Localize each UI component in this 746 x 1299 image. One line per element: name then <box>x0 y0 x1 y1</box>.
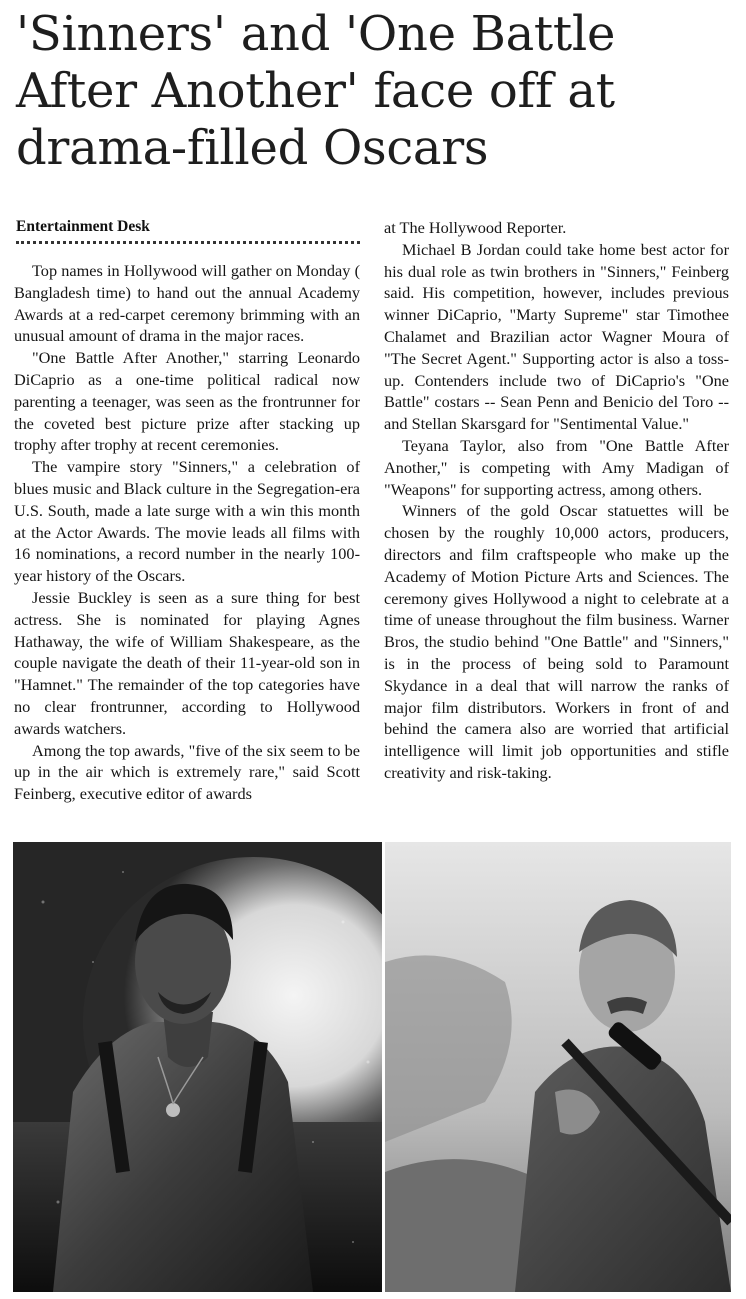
headline: 'Sinners' and 'One Battle After Another' face off at drama-filled Oscars <box>16 6 616 176</box>
paragraph: The vampire story "Sinners," a celebration of blues music and Black culture in the Segregation-era U.S. South, made a late surge with a win this month at the Actor Awards. The movie leads all films with 16 nominations, a record number in the nearly 100-year history of the Oscars. <box>14 457 360 586</box>
paragraph: Teyana Taylor, also from "One Battle After Another," is competing with Amy Madigan of "Weapons" for supporting actress, among others. <box>384 435 729 499</box>
paragraph: Top names in Hollywood will gather on Monday ( Bangladesh time) to hand out the annual Academy Awards at a red-carpet ceremony brimming with an unusual amount of drama in the major races. <box>14 261 360 346</box>
article-column-left <box>14 260 360 805</box>
byline-divider <box>16 241 360 244</box>
paragraph: Michael B Jordan could take home best actor for his dual role as twin brothers in "Sinners," Feinberg said. His competition, however, includes previous winner DiCaprio, "Marty Supreme" star Timothee Chalamet and Brazilian actor Wagner Moura of "The Secret Agent." Supporting actor is also a toss-up. Contenders include two of DiCaprio's "One Battle" costars -- Sean Penn and Benicio del Toro -- and Stellan Skarsgard for "Sentimental Value." <box>384 239 729 434</box>
paragraph: Among the top awards, "five of the six seem to be up in the air which is extremely rare," said Scott Feinberg, executive editor of awards <box>14 740 360 804</box>
paragraph: "One Battle After Another," starring Leonardo DiCaprio as a one-time political radical now parenting a teenager, was seen as the frontrunner for the coveted best picture prize after stacking up trophy after trophy at recent ceremonies. <box>14 348 360 455</box>
paragraph: Jessie Buckley is seen as a sure thing for best actress. She is nominated for playing Agnes Hathaway, the wife of William Shakespeare, as the couple navigate the death of their 11-year-old son in "Hamnet." The remainder of the top categories have no clear frontrunner, according to Hollywood awards watchers. <box>14 587 360 738</box>
paragraph-continuation: at The Hollywood Reporter. <box>384 218 567 237</box>
byline: Entertainment Desk <box>16 218 150 235</box>
article-column-right <box>384 217 729 784</box>
photo-one-battle-actor <box>385 842 731 1292</box>
paragraph: Winners of the gold Oscar statuettes will be chosen by the roughly 10,000 actors, producers, directors and film craftspeople who make up the Academy of Motion Picture Arts and Sciences. The ceremony gives Hollywood a night to celebrate at a time of unease throughout the film business. Warner Bros, the studio behind "One Battle" and "Sinners," is in the process of being sold to Paramount Skydance in a deal that will narrow the ranks of major film distributors. Workers in front of and behind the camera also are worried that artificial intelligence will limit job opportunities and stifle creativity and risk-taking. <box>384 501 729 782</box>
photo-sinners-actor <box>13 842 382 1292</box>
